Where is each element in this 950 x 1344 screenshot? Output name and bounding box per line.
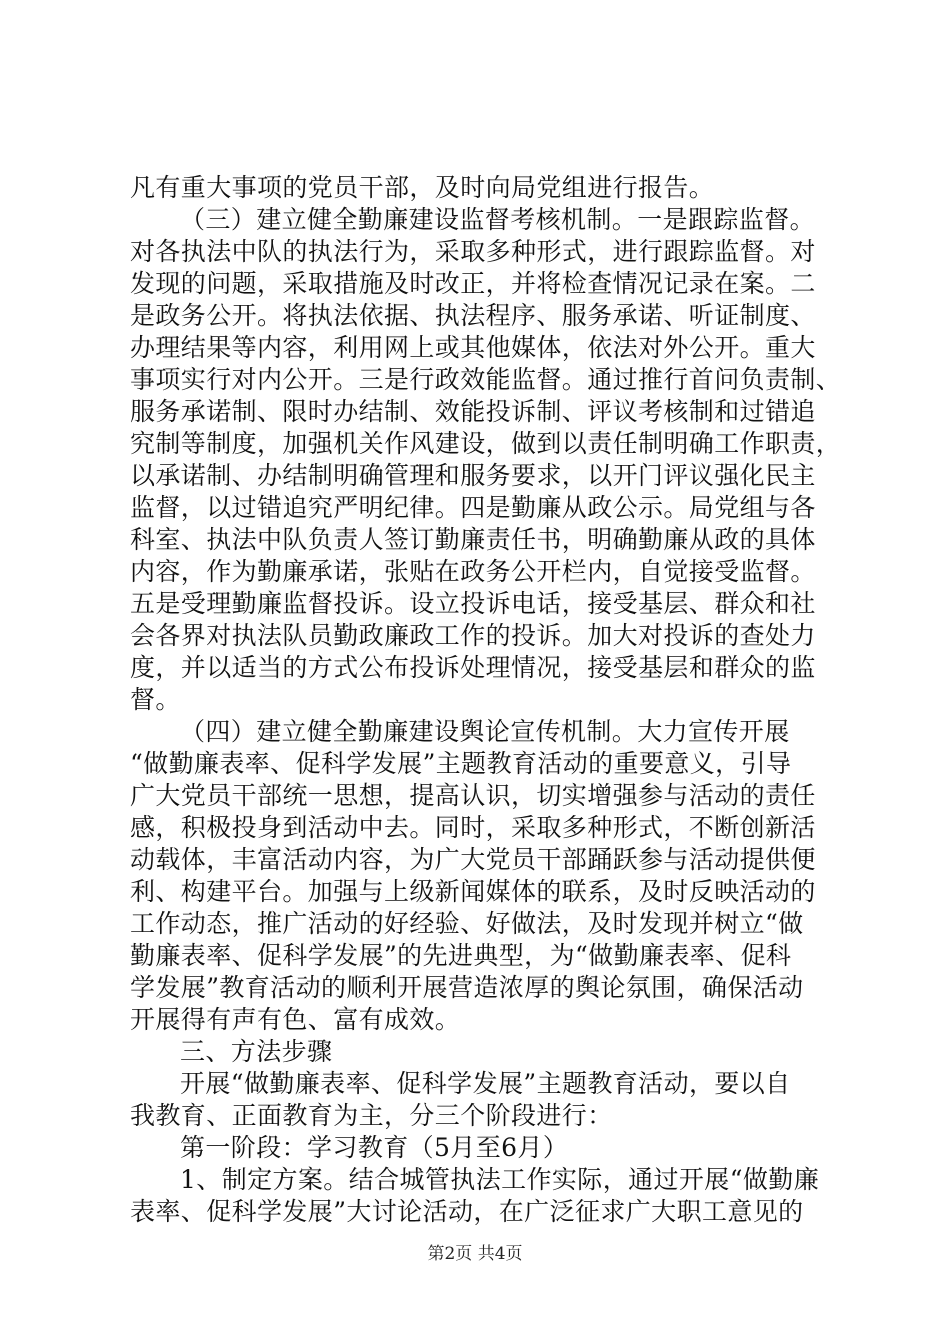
text-line: 第一阶段：学习教育（5月至6月） [180, 1133, 569, 1162]
text-line: （三）建立健全勤廉建设监督考核机制。一是跟踪监督。 [180, 205, 816, 234]
text-line: 学发展”教育活动的顺利开展营造浓厚的舆论氛围，确保活动 [130, 973, 804, 1002]
text-line: 监督，以过错追究严明纪律。四是勤廉从政公示。局党组与各 [130, 493, 816, 522]
text-line: “做勤廉表率、促科学发展”主题教育活动的重要意义，引导 [130, 749, 792, 778]
text-line: 开展得有声有色、富有成效。 [130, 1005, 461, 1034]
text-line: 究制等制度，加强机关作风建设，做到以责任制明确工作职责， [130, 429, 842, 458]
text-line: 动载体，丰富活动内容，为广大党员干部踊跃参与活动提供便 [130, 845, 816, 874]
text-line: 我教育、正面教育为主，分三个阶段进行： [130, 1101, 613, 1130]
text-line: 勤廉表率、促科学发展”的先进典型，为“做勤廉表率、促科 [130, 941, 792, 970]
text-line: 开展“做勤廉表率、促科学发展”主题教育活动，要以自 [180, 1069, 791, 1098]
page-number: 第2页 共4页 [427, 1244, 523, 1264]
text-line: 以承诺制、办结制明确管理和服务要求，以开门评议强化民主 [130, 461, 816, 490]
text-line: 事项实行对内公开。三是行政效能监督。通过推行首问负责制、 [130, 365, 842, 394]
text-line: 会各界对执法队员勤政廉政工作的投诉。加大对投诉的查处力 [130, 621, 816, 650]
text-line: 感，积极投身到活动中去。同时，采取多种形式，不断创新活 [130, 813, 816, 842]
text-line: 广大党员干部统一思想，提高认识，切实增强参与活动的责任 [130, 781, 816, 810]
text-line: （四）建立健全勤廉建设舆论宣传机制。大力宣传开展 [180, 717, 790, 746]
text-line: 科室、执法中队负责人签订勤廉责任书，明确勤廉从政的具体 [130, 525, 816, 554]
text-line: 表率、促科学发展”大讨论活动，在广泛征求广大职工意见的 [130, 1197, 804, 1226]
text-line: 内容，作为勤廉承诺，张贴在政务公开栏内，自觉接受监督。 [130, 557, 816, 586]
text-line: 服务承诺制、限时办结制、效能投诉制、评议考核制和过错追 [130, 397, 816, 426]
text-line: 是政务公开。将执法依据、执法程序、服务承诺、听证制度、 [130, 301, 816, 330]
text-line: 五是受理勤廉监督投诉。设立投诉电话，接受基层、群众和社 [130, 589, 816, 618]
text-line: 督。 [130, 685, 181, 714]
text-line: 对各执法中队的执法行为，采取多种形式，进行跟踪监督。对 [130, 237, 816, 266]
section-heading: 三、方法步骤 [180, 1037, 333, 1066]
text-line: 工作动态，推广活动的好经验、好做法，及时发现并树立“做 [130, 909, 804, 938]
text-line: 1、制定方案。结合城管执法工作实际，通过开展“做勤廉 [180, 1165, 820, 1194]
text-line: 办理结果等内容，利用网上或其他媒体，依法对外公开。重大 [130, 333, 816, 362]
text-line: 度，并以适当的方式公布投诉处理情况，接受基层和群众的监 [130, 653, 816, 682]
text-line: 凡有重大事项的党员干部，及时向局党组进行报告。 [130, 173, 715, 202]
text-line: 发现的问题，采取措施及时改正，并将检查情况记录在案。二 [130, 269, 816, 298]
text-line: 利、构建平台。加强与上级新闻媒体的联系，及时反映活动的 [130, 877, 816, 906]
